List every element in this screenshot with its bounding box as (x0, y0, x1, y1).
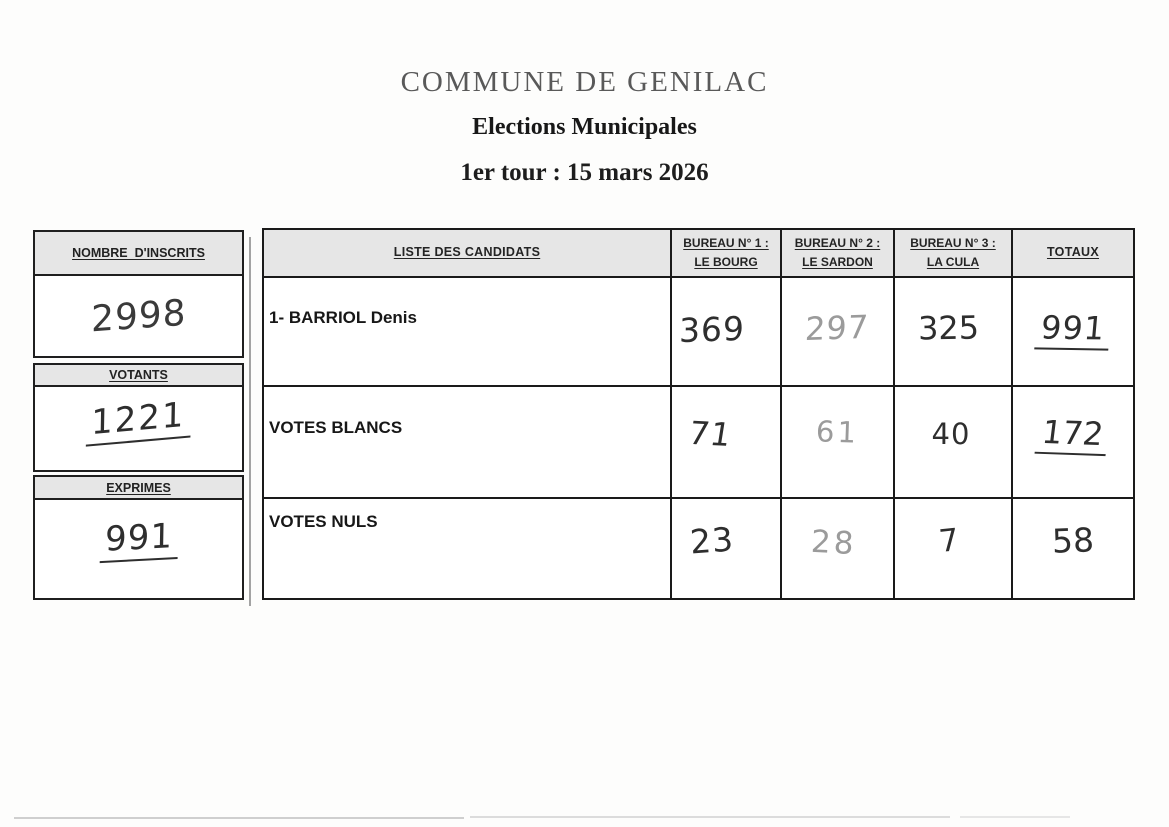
vote-cell-row3-bureau2 (782, 499, 895, 598)
header-bureau-2: BUREAU N° 2 : LE SARDON (782, 230, 895, 278)
scan-artifact-line (960, 816, 1070, 818)
vote-cell-row2-bureau2 (782, 387, 895, 499)
round-date-line: 1er tour : 15 mars 2026 (460, 159, 709, 186)
vote-cell-row1-bureau2 (782, 278, 895, 387)
handwritten-value: 325 (918, 307, 980, 348)
header-liste-des-candidats: LISTE DES CANDIDATS (264, 230, 672, 278)
candidate-name-row2: VOTES BLANCS (264, 387, 672, 499)
handwritten-value: 40 (931, 417, 971, 451)
vote-cell-row2-bureau1 (672, 387, 782, 499)
vote-cell-row2-bureau3 (895, 387, 1013, 499)
page-title: COMMUNE DE GENILAC (400, 66, 769, 98)
handwritten-value: 23 (688, 519, 736, 562)
results-table (262, 228, 1135, 600)
vote-cell-row1-bureau1 (672, 278, 782, 387)
handwritten-value: 71 (685, 414, 735, 454)
inscrits-label: NOMBRE D'INSCRITS (72, 246, 205, 260)
exprimes-handwritten-value: 991 (99, 515, 178, 562)
candidate-name-row3: VOTES NULS (264, 499, 672, 598)
votants-value-area (35, 379, 242, 462)
votants-handwritten-value: 1221 (86, 394, 191, 446)
vote-cell-row1-bureau3 (895, 278, 1013, 387)
votants-box (33, 363, 244, 472)
inscrits-value-area (35, 276, 242, 356)
candidate-name-row1: 1- BARRIOL Denis (264, 278, 672, 387)
handwritten-value: 7 (936, 521, 962, 560)
handwritten-value-pencil: 297 (804, 307, 871, 348)
vote-cell-row3-bureau3 (895, 499, 1013, 598)
inscrits-box (33, 230, 244, 358)
exprimes-value-area (35, 490, 242, 588)
inscrits-handwritten-value: 2998 (90, 292, 187, 340)
exprimes-label: EXPRIMES (106, 480, 171, 495)
handwritten-value: 58 (1051, 520, 1095, 561)
handwritten-value: 172 (1035, 412, 1111, 455)
vote-cell-row3-bureau1 (672, 499, 782, 598)
election-subtitle: Elections Municipales (472, 114, 697, 140)
handwritten-value: 991 (1034, 308, 1112, 350)
exprimes-box (33, 475, 244, 600)
header-totaux: TOTAUX (1013, 230, 1133, 278)
votants-label: VOTANTS (109, 368, 168, 382)
scan-artifact-line (14, 817, 464, 819)
inscrits-header (35, 232, 242, 276)
header-bureau-3: BUREAU N° 3 : LA CULA (895, 230, 1013, 278)
panel-shadow-line (249, 237, 251, 606)
scan-artifact-line (470, 816, 950, 818)
handwritten-value-pencil: 61 (815, 414, 860, 450)
vote-cell-row1-total (1013, 278, 1133, 387)
vote-cell-row3-total (1013, 499, 1133, 598)
header-bureau-1: BUREAU N° 1 : LE BOURG (672, 230, 782, 278)
handwritten-value: 369 (678, 308, 746, 351)
vote-cell-row2-total (1013, 387, 1133, 499)
handwritten-value-pencil: 28 (809, 523, 858, 562)
